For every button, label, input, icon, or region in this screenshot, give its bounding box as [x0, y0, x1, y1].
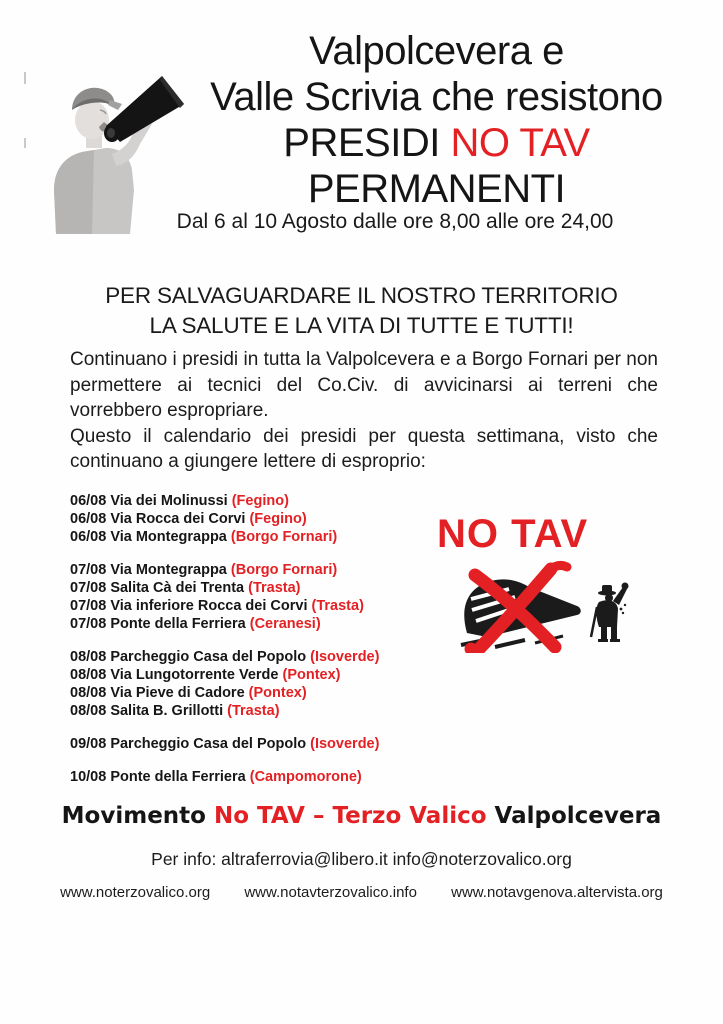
schedule-item [70, 597, 379, 615]
schedule-item [70, 492, 379, 510]
schedule-item-location: (Isoverde) [310, 736, 380, 752]
page-title [150, 28, 723, 212]
schedule-item-location: (Isoverde) [310, 649, 380, 665]
schedule-item-text: 07/08 Salita Cà dei Trenta [70, 580, 249, 596]
subtitle-line-2: LA SALUTE E LA VITA DI TUTTE E TUTTI! [149, 313, 574, 338]
schedule-item-text: 09/08 Parcheggio Casa del Popolo [70, 736, 311, 752]
schedule-group-06-08 [70, 492, 379, 546]
crossed-train-icon [451, 557, 641, 653]
no-tav-logo-text: NO TAV [437, 512, 589, 556]
schedule-item [70, 702, 379, 720]
schedule-item [70, 684, 379, 702]
schedule-item-location: (Campomorone) [249, 769, 362, 785]
contact-info: Per info: altraferrovia@libero.it info@noterzovalico.org [151, 849, 572, 869]
movement-black-1: Movimento [61, 803, 214, 829]
protester-figure [591, 583, 629, 643]
schedule-item [70, 615, 379, 633]
schedule-item [70, 561, 379, 579]
schedule-item-location: (Pontex) [282, 667, 341, 683]
scan-artifact [24, 138, 26, 148]
schedule-item-location: (Trasta) [311, 598, 364, 614]
websites [0, 884, 723, 901]
schedule-item [70, 579, 379, 597]
title-line-1: Valpolcevera e [309, 29, 564, 73]
schedule-item-text: 06/08 Via Montegrappa [70, 529, 231, 545]
schedule-item [70, 735, 379, 753]
movement-name [0, 803, 723, 829]
body-paragraph-2: Questo il calendario dei presidi per questa settimana, visto che continuano a giungere lettere di esproprio: [70, 425, 658, 472]
movement-red: No TAV – Terzo Valico [213, 803, 487, 829]
schedule-item-location: (Borgo Fornari) [230, 529, 338, 545]
website-notavgenova: www.notavgenova.altervista.org [451, 884, 663, 901]
schedule-item-location: (Fegino) [249, 511, 307, 527]
schedule-item-text: 08/08 Parcheggio Casa del Popolo [70, 649, 311, 665]
subtitle [0, 281, 723, 341]
title-line-3 [150, 120, 723, 166]
schedule-item [70, 666, 379, 684]
schedule-item-text: 08/08 Via Pieve di Cadore [70, 685, 249, 701]
schedule-item-location: (Ceranesi) [249, 616, 321, 632]
website-notavterzovalico: www.notavterzovalico.info [244, 884, 417, 901]
body-paragraph-1: Continuano i presidi in tutta la Valpolcevera e a Borgo Fornari per non permettere ai tecnici del Co.Civ. di avvicinarsi ai terreni che vorrebbero espropriare. [70, 349, 658, 421]
schedule-group-10-08 [70, 768, 379, 786]
schedule-group-07-08 [70, 561, 379, 633]
schedule-item [70, 768, 379, 786]
no-tav-logo [437, 513, 667, 658]
schedule-item [70, 510, 379, 528]
schedule-item-location: (Trasta) [227, 703, 280, 719]
scan-artifact [24, 72, 26, 84]
schedule-item [70, 528, 379, 546]
schedule-item-text: 07/08 Via inferiore Rocca dei Corvi [70, 598, 312, 614]
schedule-item [70, 648, 379, 666]
schedule-item-text: 07/08 Via Montegrappa [70, 562, 231, 578]
schedule-group-08-08 [70, 648, 379, 720]
schedule-item-location: (Trasta) [248, 580, 301, 596]
schedule-item-text: 10/08 Ponte della Ferriera [70, 769, 250, 785]
body-text [70, 347, 658, 475]
schedule-group-09-08 [70, 735, 379, 753]
title-line-3-red: NO TAV [450, 121, 590, 165]
schedule-item-location: (Fegino) [231, 493, 289, 509]
schedule-item-text: 07/08 Ponte della Ferriera [70, 616, 250, 632]
website-noterzovalico: www.noterzovalico.org [60, 884, 211, 901]
presidio-schedule [70, 492, 379, 801]
schedule-item-location: (Borgo Fornari) [230, 562, 338, 578]
title-line-2: Valle Scrivia che resistono [210, 75, 663, 119]
title-line-4: PERMANENTI [307, 167, 566, 211]
subtitle-line-1: PER SALVAGUARDARE IL NOSTRO TERRITORIO [105, 283, 618, 308]
schedule-item-location: (Pontex) [248, 685, 307, 701]
schedule-item-text: 06/08 Via Rocca dei Corvi [70, 511, 250, 527]
schedule-item-text: 08/08 Via Lungotorrente Verde [70, 667, 283, 683]
movement-black-2: Valpolcevera [486, 803, 662, 829]
schedule-item-text: 08/08 Salita B. Grillotti [70, 703, 228, 719]
schedule-item-text: 06/08 Via dei Molinussi [70, 493, 232, 509]
title-line-3-black: PRESIDI [283, 121, 451, 165]
event-dates: Dal 6 al 10 Agosto dalle ore 8,00 alle ore 24,00 [176, 210, 614, 233]
